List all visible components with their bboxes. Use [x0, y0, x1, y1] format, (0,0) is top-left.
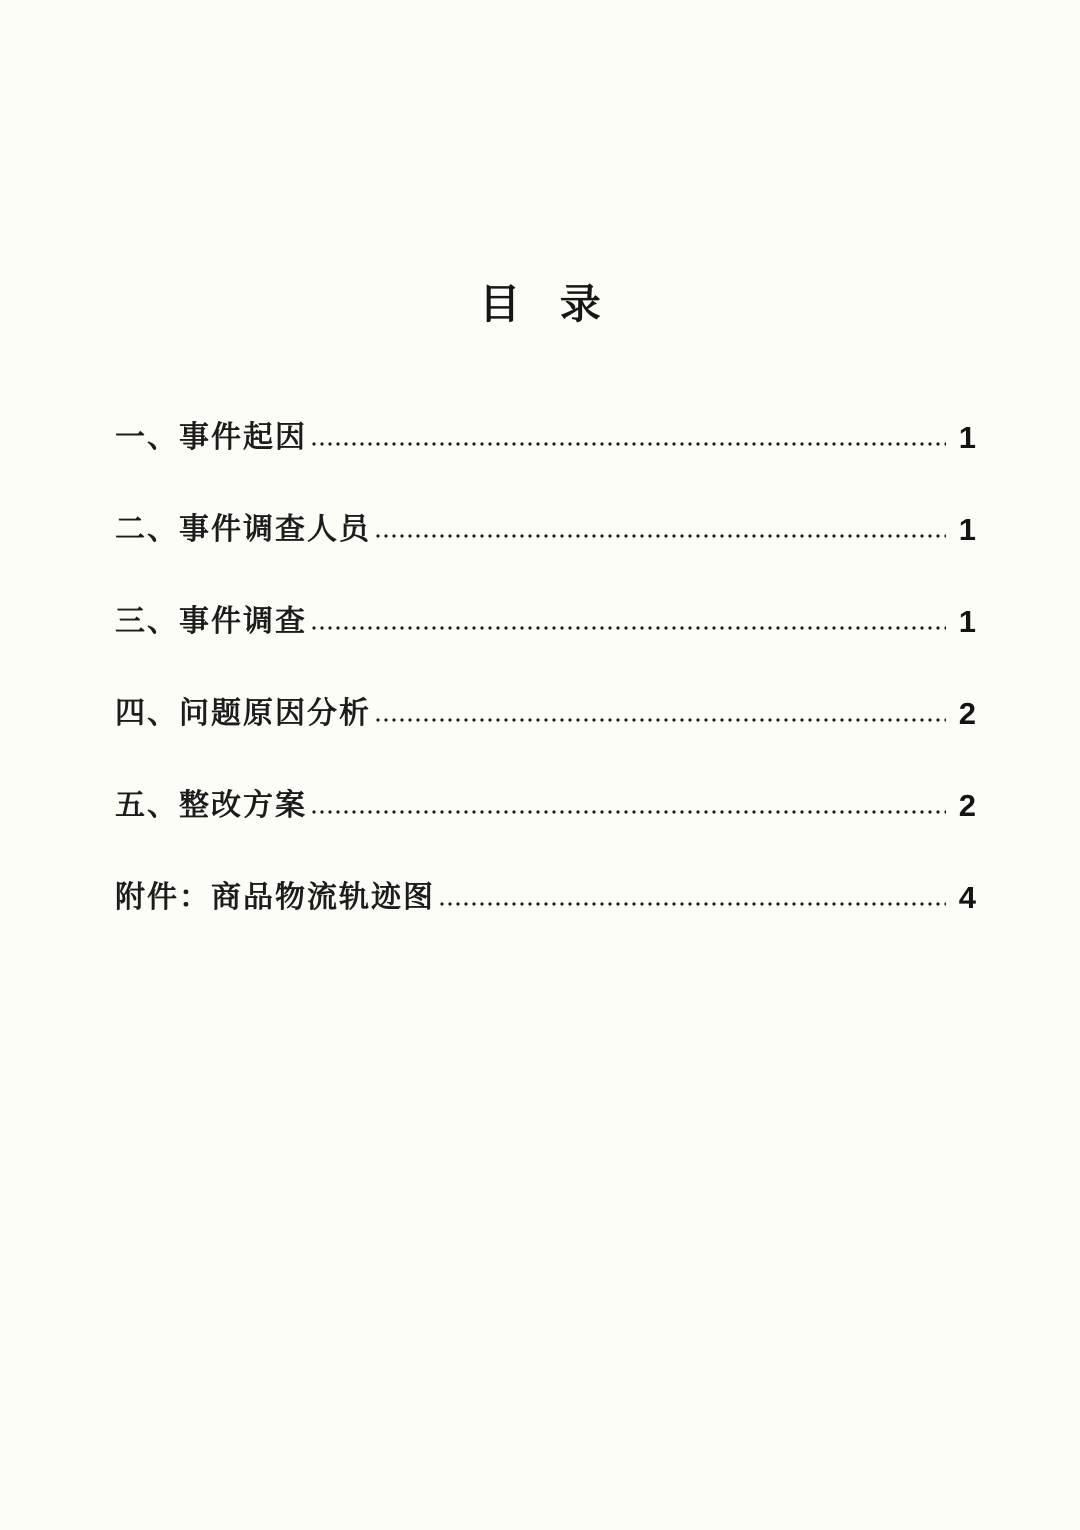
dotted-leader: [376, 534, 946, 538]
toc-entry: [115, 514, 976, 545]
toc-entry-page: 4: [958, 880, 976, 915]
toc-entry-page: 2: [958, 696, 976, 731]
dotted-leader: [312, 810, 946, 814]
toc-entry: [115, 422, 976, 453]
toc-list: [0, 422, 1080, 913]
toc-entry-label: 五、整改方案: [115, 789, 307, 822]
toc-entry-page: 1: [958, 512, 976, 547]
page-title: 目 录: [479, 281, 615, 327]
toc-entry-label: 四、问题原因分析: [115, 697, 371, 730]
toc-entry-page: 2: [958, 788, 976, 823]
toc-entry-label: 附件：商品物流轨迹图: [115, 881, 435, 914]
toc-entry: [115, 790, 976, 821]
toc-entry-label: 一、事件起因: [115, 421, 307, 454]
toc-entry-page: 1: [958, 420, 976, 455]
toc-entry-label: 三、事件调查: [115, 605, 307, 638]
toc-entry: [115, 882, 976, 913]
toc-entry: [115, 698, 976, 729]
toc-entry-page: 1: [958, 604, 976, 639]
toc-entry-label: 二、事件调查人员: [115, 513, 371, 546]
toc-entry: [115, 606, 976, 637]
dotted-leader: [440, 902, 946, 906]
dotted-leader: [376, 718, 946, 722]
dotted-leader: [312, 442, 946, 446]
dotted-leader: [312, 626, 946, 630]
